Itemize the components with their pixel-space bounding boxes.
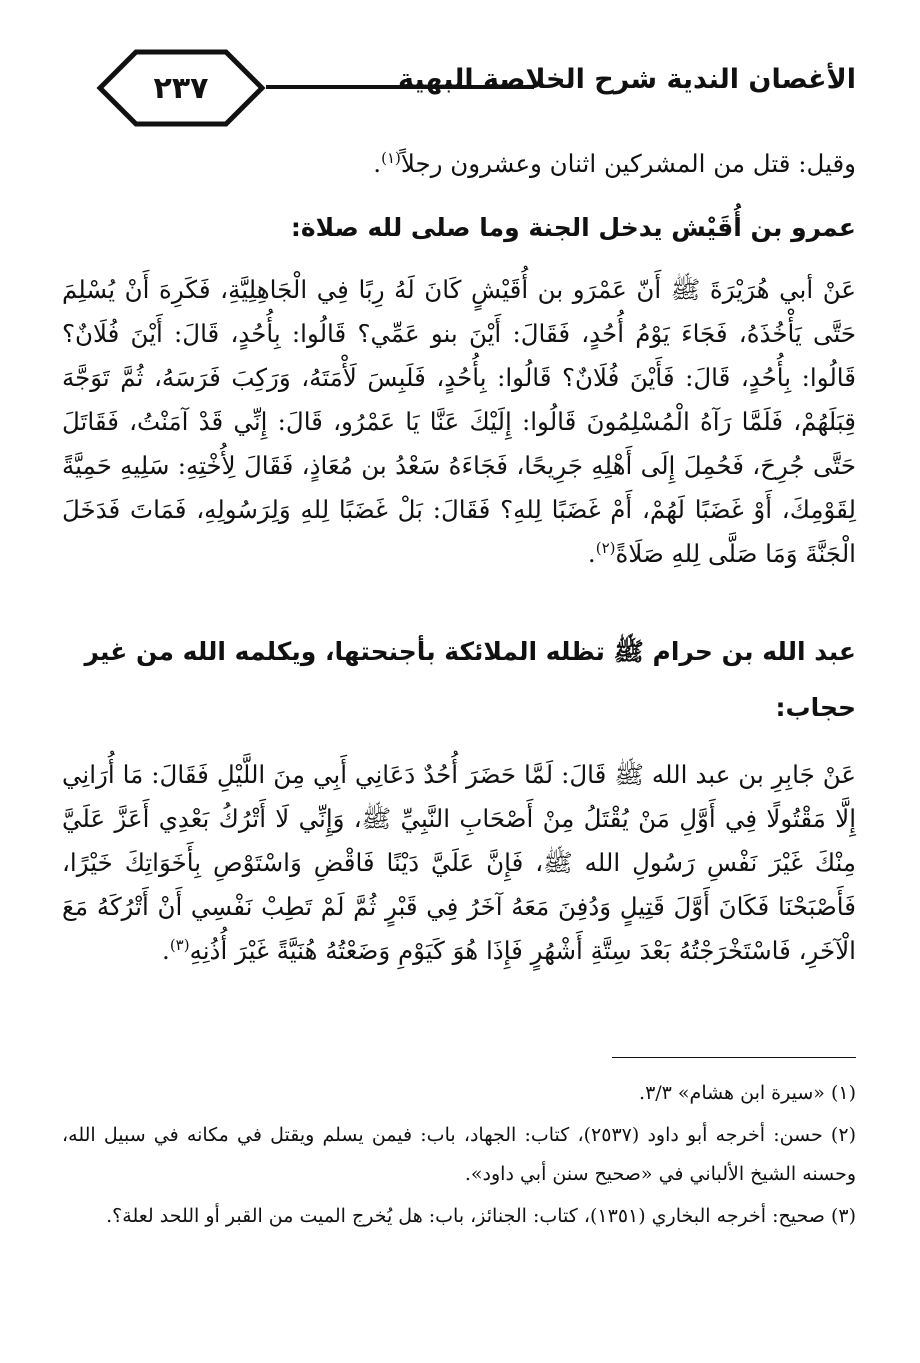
- sentence-end: .: [587, 539, 596, 568]
- section-heading: عمرو بن أُقَيْش يدخل الجنة وما صلى لله صلاة:: [290, 213, 856, 242]
- footnote-ref: (٣): [169, 935, 190, 954]
- book-title: الأغصان الندية شرح الخلاصة البهية: [398, 64, 856, 95]
- footnote: (٢) حسن: أخرجه أبو داود (٢٥٣٧)، كتاب: الجهاد، باب: فيمن يسلم ويقتل في مكانه في سبيل الله، وحسنه الشيخ الألباني في «صحيح سنن أبي داود».: [62, 1124, 856, 1185]
- section-heading: عبد الله بن حرام ﷺ تظله الملائكة بأجنحتها، ويكلمه الله من غير حجاب:: [84, 637, 856, 722]
- footnotes: [62, 1074, 856, 1239]
- footnote-ref: (١): [381, 148, 401, 167]
- intro-text: وقيل: قتل من المشركين اثنان وعشرون رجلاً: [400, 149, 856, 178]
- page-number-badge: [96, 48, 266, 128]
- body-text: عَنْ جَابِرِ بن عبد الله ﷺ قَالَ: لَمَّا حَضَرَ أُحُدٌ دَعَانِي أَبِي مِنَ اللَّيْلِ فَقَالَ: مَا أُرَانِي إِلَّا مَقْتُولًا فِي أَوَّلِ مَنْ يُقْتَلُ مِنْ أَصْحَابِ النَّبِيِّ ﷺ، وَإِنِّي لَا أَتْرُكُ بَعْدِي أَعَزَّ عَلَيَّ مِنْكَ غَيْرَ نَفْسِ رَسُولِ الله ﷺ، فَإِنَّ عَلَيَّ دَيْنًا فَاقْضِ وَاسْتَوْصِ بِأَخَوَاتِكَ خَيْرًا، فَأَصْبَحْنَا فَكَانَ أَوَّلَ قَتِيلٍ وَدُفِنَ مَعَهُ آخَرُ فِي قَبْرٍ ثُمَّ لَمْ تَطِبْ نَفْسِي أَنْ أَتْرُكَهُ مَعَ الْآخَرِ، فَاسْتَخْرَجْتُهُ بَعْدَ سِتَّةِ أَشْهُرٍ فَإِذَا هُوَ كَيَوْمِ وَضَعْتُهُ هُنَيَّةً غَيْرَ أُذُنِهِ: [62, 760, 856, 965]
- section-body: [62, 753, 856, 1069]
- page-number: ٢٣٧: [153, 70, 209, 106]
- intro-paragraph: [62, 144, 856, 184]
- body-text: عَنْ أبي هُرَيْرَةَ ﷺ أَنّ عَمْرَو بن أُقَيْشٍ كَانَ لَهُ رِبًا فِي الْجَاهِلِيَّةِ، فَكَرِهَ أَنْ يُسْلِمَ حَتَّى يَأْخُذَهُ، فَجَاءَ يَوْمُ أُحُدٍ، فَقَالَ: أَيْنَ بنو عَمِّي؟ قَالُوا: بِأُحُدٍ، قَالَ: أَيْنَ فُلَانٌ؟ قَالُوا: بِأُحُدٍ، قَالَ: فَأَيْنَ فُلَانٌ؟ قَالُوا: بِأُحُدٍ، فَلَبِسَ لَأْمَتَهُ، وَرَكِبَ فَرَسَهُ، ثُمَّ تَوَجَّهَ قِبَلَهُمْ، فَلَمَّا رَآهُ الْمُسْلِمُونَ قَالُوا: إِلَيْكَ عَنَّا يَا عَمْرُو، قَالَ: إِنِّي قَدْ آمَنْتُ، فَقَاتَلَ حَتَّى جُرِحَ، فَحُمِلَ إِلَى أَهْلِهِ جَرِيحًا، فَجَاءَهُ سَعْدُ بن مُعَاذٍ، فَقَالَ لِأُخْتِهِ: سَلِيهِ حَمِيَّةً لِقَوْمِكَ، أَوْ غَضَبًا لَهُمْ، أَمْ غَضَبًا لِلهِ؟ فَقَالَ: بَلْ غَضَبًا لِلهِ وَلِرَسُولِهِ، فَمَاتَ فَدَخَلَ الْجَنَّةَ وَمَا صَلَّى لِلهِ صَلَاةً: [62, 275, 856, 568]
- footnote-divider: [612, 1057, 856, 1058]
- sentence-end: .: [373, 149, 382, 178]
- section-body: [62, 268, 856, 624]
- sentence-end: .: [162, 936, 170, 965]
- footnote: (٣) صحيح: أخرجه البخاري (١٣٥١)، كتاب: الجنائز، باب: هل يُخرج الميت من القبر أو اللحد لعلة؟.: [106, 1205, 856, 1227]
- footnote-ref: (٢): [595, 538, 616, 557]
- page-header: [96, 48, 856, 128]
- footnote: (١) «سيرة ابن هشام» ٣/٣.: [639, 1082, 856, 1104]
